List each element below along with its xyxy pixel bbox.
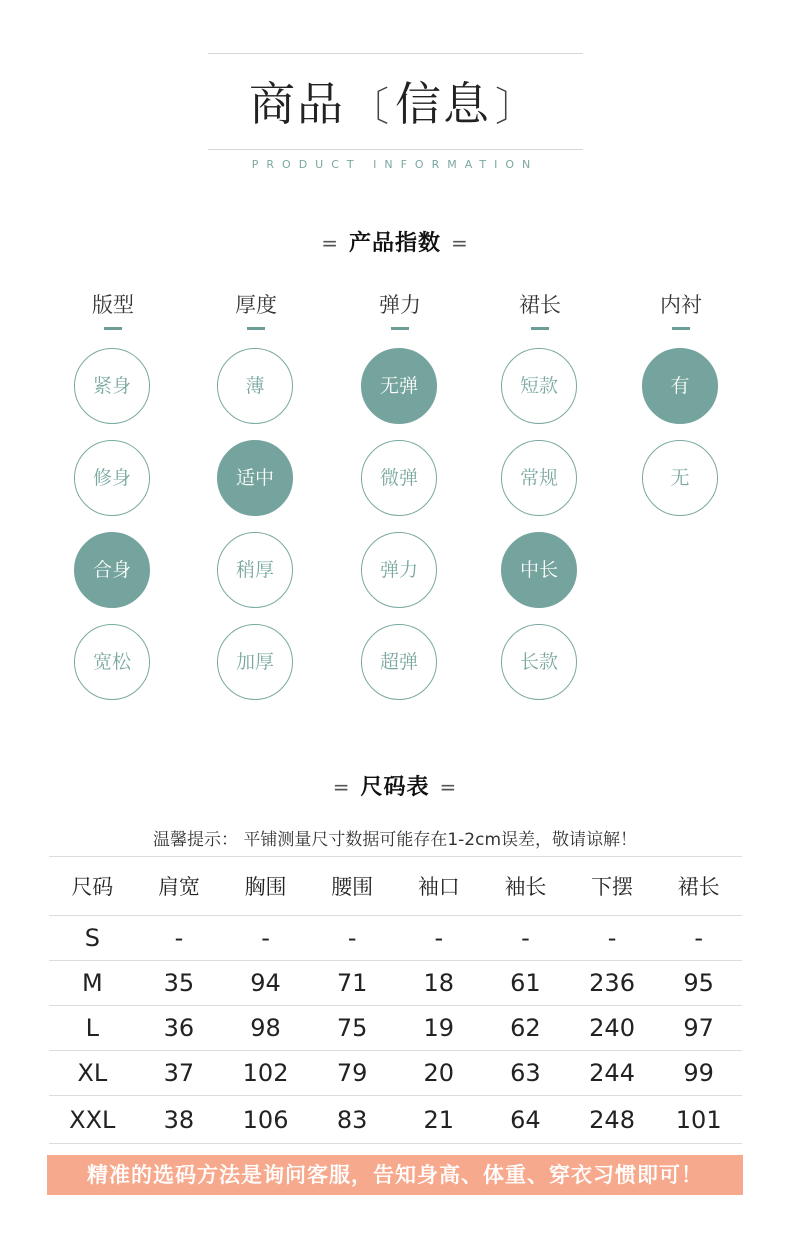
size-table (49, 856, 742, 1144)
measurement-tip: 温馨提示： 平铺测量尺寸数据可能存在1-2cm误差，敬请谅解！ (152, 830, 638, 850)
size-value-cell: - (222, 916, 309, 961)
index-option-selected: 适中 (217, 440, 293, 516)
index-option-selected: 有 (642, 348, 718, 424)
index-column (480, 290, 600, 673)
page-title (0, 72, 790, 136)
index-option: 加厚 (217, 624, 293, 700)
size-value-cell: 20 (396, 1051, 483, 1096)
size-chart-label: 尺码表 (360, 775, 430, 800)
sizing-advice-banner: 精准的选码方法是询问客服，告知身高、体重、穿衣习惯即可！ (47, 1155, 743, 1195)
index-column-label: 厚度 (235, 293, 277, 317)
size-value-cell: 248 (569, 1096, 656, 1144)
size-label-cell: XXL (49, 1096, 136, 1144)
index-option: 无 (642, 440, 718, 516)
index-column (53, 290, 173, 673)
eq-left: = (321, 231, 339, 255)
size-table-column-header: 胸围 (222, 857, 309, 916)
index-option: 紧身 (74, 348, 150, 424)
eq-left: = (332, 775, 351, 799)
size-table-column-header: 裙长 (655, 857, 742, 916)
size-label-cell: M (49, 961, 136, 1006)
size-value-cell: 63 (482, 1051, 569, 1096)
table-row (49, 1096, 742, 1144)
size-table-column-header: 袖长 (482, 857, 569, 916)
size-chart-title (0, 770, 790, 801)
title-bracket-close: 〕 (495, 84, 537, 130)
index-column (340, 290, 460, 673)
size-value-cell: - (655, 916, 742, 961)
index-option-selected: 中长 (501, 532, 577, 608)
size-value-cell: - (136, 916, 223, 961)
size-table-header (49, 857, 742, 916)
size-value-cell: 61 (482, 961, 569, 1006)
eq-right: = (439, 775, 458, 799)
index-option: 薄 (217, 348, 293, 424)
index-option: 修身 (74, 440, 150, 516)
size-value-cell: 244 (569, 1051, 656, 1096)
size-value-cell: 97 (655, 1006, 742, 1051)
size-label-cell: XL (49, 1051, 136, 1096)
size-value-cell: 62 (482, 1006, 569, 1051)
index-option: 短款 (501, 348, 577, 424)
page-subtitle: PRODUCT INFORMATION (251, 158, 539, 171)
index-column-underline (672, 327, 690, 330)
size-value-cell: 18 (396, 961, 483, 1006)
size-value-cell: 94 (222, 961, 309, 1006)
eq-right: = (451, 231, 469, 255)
size-value-cell: 236 (569, 961, 656, 1006)
index-column-underline (104, 327, 122, 330)
index-option: 弹力 (361, 532, 437, 608)
size-table-column-header: 尺码 (49, 857, 136, 916)
index-option: 宽松 (74, 624, 150, 700)
index-option-selected: 无弹 (361, 348, 437, 424)
size-value-cell: 75 (309, 1006, 396, 1051)
size-table-column-header: 肩宽 (136, 857, 223, 916)
index-option: 微弹 (361, 440, 437, 516)
size-table-column-header: 下摆 (569, 857, 656, 916)
size-value-cell: 79 (309, 1051, 396, 1096)
table-row (49, 1051, 742, 1096)
size-value-cell: - (569, 916, 656, 961)
size-table-column-header: 腰围 (309, 857, 396, 916)
size-value-cell: 19 (396, 1006, 483, 1051)
table-row (49, 1006, 742, 1051)
title-bracket-open: 〔 (349, 84, 391, 130)
size-value-cell: 83 (309, 1096, 396, 1144)
size-value-cell: - (309, 916, 396, 961)
index-column-underline (247, 327, 265, 330)
size-value-cell: 21 (396, 1096, 483, 1144)
index-option: 常规 (501, 440, 577, 516)
size-value-cell: - (396, 916, 483, 961)
product-index-label: 产品指数 (348, 231, 441, 256)
index-column-label: 版型 (92, 293, 134, 317)
size-value-cell: 37 (136, 1051, 223, 1096)
table-row (49, 961, 742, 1006)
size-label-cell: L (49, 1006, 136, 1051)
product-index-title (0, 226, 790, 257)
size-value-cell: 71 (309, 961, 396, 1006)
size-value-cell: 101 (655, 1096, 742, 1144)
size-value-cell: 102 (222, 1051, 309, 1096)
title-main: 商品 (249, 77, 345, 131)
size-value-cell: 38 (136, 1096, 223, 1144)
size-value-cell: 106 (222, 1096, 309, 1144)
index-column-label: 内衬 (660, 293, 702, 317)
size-value-cell: - (482, 916, 569, 961)
header-bottom-rule (208, 149, 583, 150)
index-option: 稍厚 (217, 532, 293, 608)
index-option-selected: 合身 (74, 532, 150, 608)
size-value-cell: 36 (136, 1006, 223, 1051)
index-option: 超弹 (361, 624, 437, 700)
index-column-underline (391, 327, 409, 330)
size-value-cell: 64 (482, 1096, 569, 1144)
index-option: 长款 (501, 624, 577, 700)
size-label-cell: S (49, 916, 136, 961)
size-value-cell: 95 (655, 961, 742, 1006)
index-column-label: 裙长 (519, 293, 561, 317)
size-value-cell: 99 (655, 1051, 742, 1096)
index-column-underline (531, 327, 549, 330)
size-table-column-header: 袖口 (396, 857, 483, 916)
index-column (196, 290, 316, 673)
table-row (49, 916, 742, 961)
size-value-cell: 98 (222, 1006, 309, 1051)
size-value-cell: 240 (569, 1006, 656, 1051)
index-column (621, 290, 741, 489)
header-top-rule (208, 53, 583, 54)
index-column-label: 弹力 (379, 293, 421, 317)
title-bracketed: 信息 (395, 77, 491, 131)
size-value-cell: 35 (136, 961, 223, 1006)
